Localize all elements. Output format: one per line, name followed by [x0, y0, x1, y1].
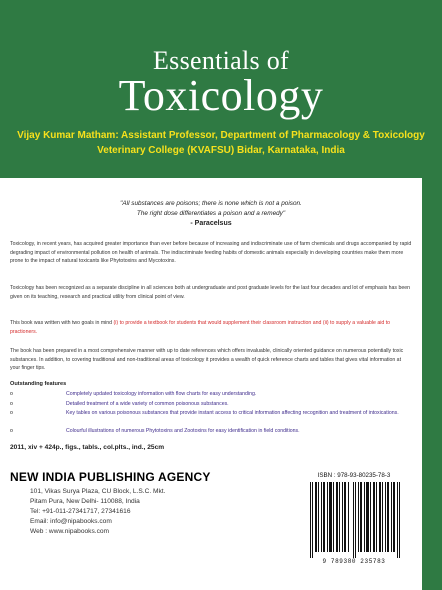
feature-bullet: o — [10, 391, 13, 397]
feature-text: Detailed treatment of a wide variety of common poisonous substances. — [66, 401, 229, 407]
isbn-block — [302, 472, 406, 568]
publisher-address-line: Pitam Pura, New Delhi- 110088, India — [30, 498, 140, 505]
description-paragraph-3 — [10, 319, 412, 336]
paragraph-3-goals: (i) to provide a textbook for students that would supplement their classroom instruction and (ii) to supply a valuable aid to practioners. — [10, 320, 391, 335]
feature-bullet: o — [10, 428, 13, 434]
feature-item — [10, 409, 410, 427]
cover-side-band — [422, 178, 442, 590]
feature-text: Colourful illustrations of numerous Phytotoxins and Zootoxins for easy identification in field conditions. — [66, 428, 300, 434]
author-affiliation-line2: Veterinary College (KVAFSU) Bidar, Karnataka, India — [97, 145, 345, 156]
publisher-name: NEW INDIA PUBLISHING AGENCY — [10, 470, 211, 484]
barcode-digits: 9 789380 235783 — [322, 558, 386, 565]
paragraph-3-lead: This book was written with two goals in mind — [10, 320, 114, 326]
description-paragraph-1: Toxicology, in recent years, has acquired greater importance than ever before because of increasing and indiscriminate use of farm chemicals and drugs accompanied by rapid degrading impact of environmental pollution on health of animals. The indiscriminate feeding habits of domestic animals especially in developing countries make them more prone to the impact of natural toxicants like Phytotoxins and Mycotoxins. — [10, 241, 412, 265]
feature-bullet: o — [10, 410, 13, 416]
barcode — [308, 482, 402, 558]
feature-bullet: o — [10, 401, 13, 407]
quote-line1: "All substances are poisons; there is none which is not a poison. — [120, 200, 302, 207]
cover-header-band — [0, 0, 442, 178]
quote-author: - Paracelsus — [190, 220, 232, 227]
feature-text: Completely updated toxicology information with flow charts for easy understanding. — [66, 391, 257, 397]
book-title-line1: Essentials of — [152, 46, 290, 75]
publication-details: 2011, xiv + 424p., figs., tabls., col.plts., ind., 25cm — [10, 444, 165, 451]
publisher-email: Email: info@nipabooks.com — [30, 518, 112, 525]
isbn-label: ISBN : 978-93-80235-78-3 — [317, 472, 391, 479]
description-paragraph-4: The book has been prepared in a most comprehensive manner with up to date references which offers invaluable, clinically oriented guidance on numerous potentially toxic substances. In addition, to covering traditional and non-traditional areas of toxicology it provides a wealth of quick reference charts and tables that gives vital information at your finger tips. — [10, 348, 404, 372]
feature-text: Key tables on various poisonous substances that provide instant access to critical information affecting recognition and treatment of intoxications. — [66, 410, 399, 416]
author-affiliation-line1: Vijay Kumar Matham: Assistant Professor, Department of Pharmacology & Toxicology — [17, 130, 425, 141]
publisher-address-line: 101, Vikas Surya Plaza, CU Block, L.S.C. Mkt. — [30, 488, 166, 495]
description-paragraph-2: Toxicology has been recognized as a separate discipline in all sciences both at undergraduate and post graduate levels for the last four decades and lot of emphasis has been given on its teaching, research and practical utility from clinical point of view. — [10, 285, 410, 300]
publisher-website: Web : www.nipabooks.com — [30, 528, 110, 535]
book-title-line2: Toxicology — [118, 71, 324, 120]
features-heading: Outstanding features — [10, 381, 67, 387]
quote-line2: The right dose differentiates a poison and a remedy" — [136, 210, 286, 217]
publisher-phone: Tel: +91-011-27341717, 27341616 — [30, 508, 131, 515]
